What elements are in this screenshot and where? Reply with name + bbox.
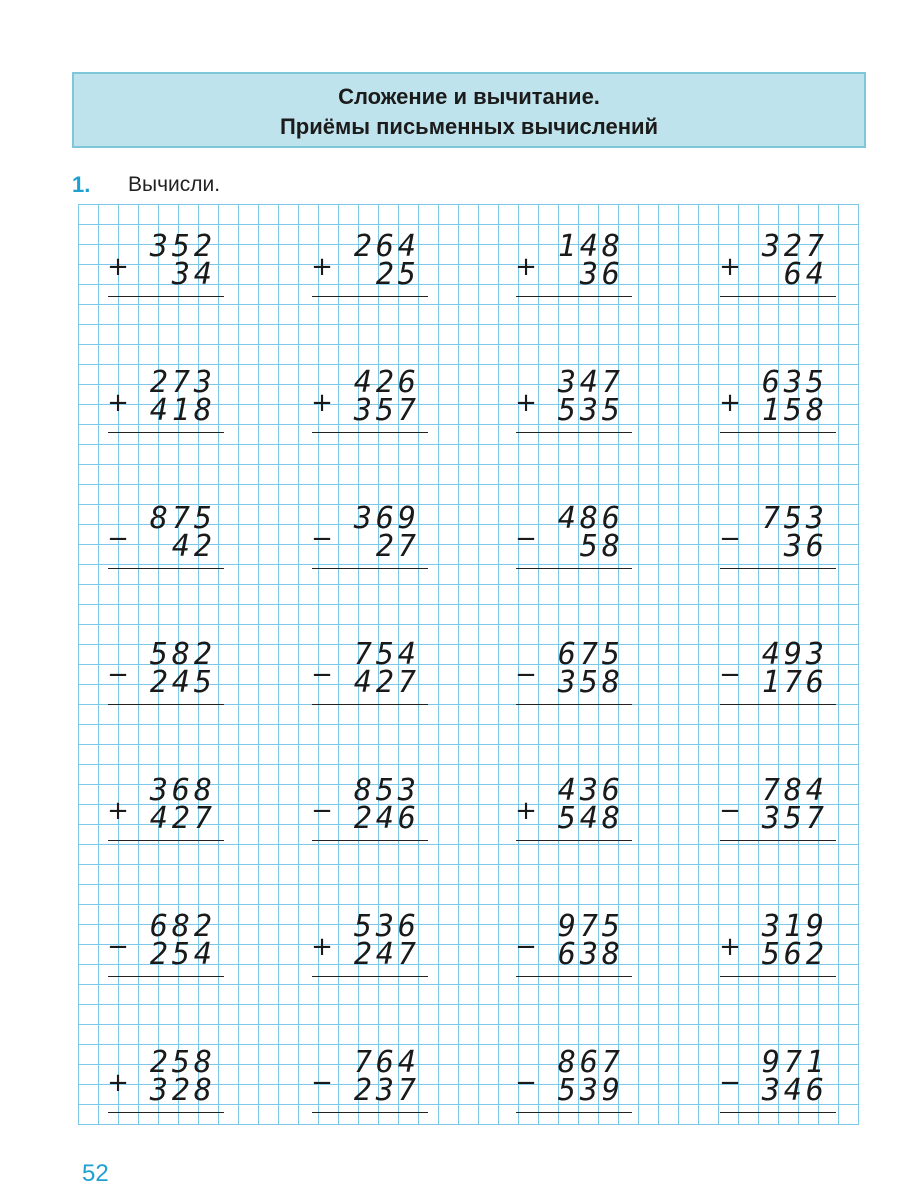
answer-rule [516, 1112, 632, 1113]
first-operand: 753 [761, 501, 828, 536]
operation-sign: − [311, 524, 333, 554]
column-arithmetic-problem [718, 362, 838, 442]
section-title-line1: Сложение и вычитание. [338, 84, 600, 109]
first-operand: 764 [353, 1045, 420, 1080]
second-operand: 357 [353, 393, 420, 428]
operation-sign: − [515, 660, 537, 690]
operation-sign: − [107, 660, 129, 690]
second-operand: 535 [557, 393, 624, 428]
column-arithmetic-problem [310, 498, 430, 578]
graph-paper-grid [78, 204, 859, 1125]
answer-rule [720, 296, 836, 297]
second-operand: 245 [149, 665, 216, 700]
second-operand: 58 [579, 529, 624, 564]
first-operand: 368 [149, 773, 216, 808]
column-arithmetic-problem [106, 362, 226, 442]
first-operand: 971 [761, 1045, 828, 1080]
column-arithmetic-problem [310, 362, 430, 442]
column-arithmetic-problem [106, 770, 226, 850]
operation-sign: + [515, 252, 537, 282]
second-operand: 247 [353, 937, 420, 972]
column-arithmetic-problem [514, 498, 634, 578]
second-operand: 27 [375, 529, 420, 564]
answer-rule [312, 568, 428, 569]
column-arithmetic-problem [310, 1042, 430, 1122]
operation-sign: + [515, 796, 537, 826]
second-operand: 548 [557, 801, 624, 836]
first-operand: 148 [557, 229, 624, 264]
operation-sign: − [311, 796, 333, 826]
second-operand: 418 [149, 393, 216, 428]
operation-sign: − [719, 524, 741, 554]
second-operand: 36 [579, 257, 624, 292]
second-operand: 64 [783, 257, 828, 292]
answer-rule [720, 976, 836, 977]
first-operand: 635 [761, 365, 828, 400]
column-arithmetic-problem [106, 1042, 226, 1122]
answer-rule [720, 432, 836, 433]
column-arithmetic-problem [718, 634, 838, 714]
answer-rule [312, 840, 428, 841]
answer-rule [312, 1112, 428, 1113]
operation-sign: − [107, 932, 129, 962]
operation-sign: + [311, 252, 333, 282]
column-arithmetic-problem [514, 634, 634, 714]
first-operand: 347 [557, 365, 624, 400]
first-operand: 327 [761, 229, 828, 264]
column-arithmetic-problem [106, 634, 226, 714]
operation-sign: + [311, 388, 333, 418]
column-arithmetic-problem [310, 634, 430, 714]
column-arithmetic-problem [718, 1042, 838, 1122]
first-operand: 264 [353, 229, 420, 264]
operation-sign: − [515, 932, 537, 962]
second-operand: 237 [353, 1073, 420, 1108]
column-arithmetic-problem [310, 226, 430, 306]
first-operand: 352 [149, 229, 216, 264]
second-operand: 36 [783, 529, 828, 564]
answer-rule [516, 568, 632, 569]
column-arithmetic-problem [718, 498, 838, 578]
operation-sign: + [719, 388, 741, 418]
second-operand: 34 [171, 257, 216, 292]
operation-sign: − [719, 660, 741, 690]
first-operand: 582 [149, 637, 216, 672]
section-title-box [72, 72, 866, 148]
answer-rule [108, 840, 224, 841]
column-arithmetic-problem [514, 1042, 634, 1122]
first-operand: 486 [557, 501, 624, 536]
column-arithmetic-problem [514, 362, 634, 442]
first-operand: 784 [761, 773, 828, 808]
column-arithmetic-problem [718, 906, 838, 986]
second-operand: 158 [761, 393, 828, 428]
answer-rule [108, 704, 224, 705]
column-arithmetic-problem [310, 770, 430, 850]
answer-rule [720, 1112, 836, 1113]
first-operand: 754 [353, 637, 420, 672]
first-operand: 853 [353, 773, 420, 808]
answer-rule [108, 432, 224, 433]
column-arithmetic-problem [106, 906, 226, 986]
column-arithmetic-problem [310, 906, 430, 986]
second-operand: 254 [149, 937, 216, 972]
operation-sign: + [515, 388, 537, 418]
answer-rule [108, 296, 224, 297]
answer-rule [720, 840, 836, 841]
answer-rule [720, 568, 836, 569]
first-operand: 975 [557, 909, 624, 944]
operation-sign: + [107, 1068, 129, 1098]
answer-rule [312, 432, 428, 433]
answer-rule [516, 840, 632, 841]
first-operand: 875 [149, 501, 216, 536]
second-operand: 562 [761, 937, 828, 972]
answer-rule [312, 976, 428, 977]
column-arithmetic-problem [106, 498, 226, 578]
second-operand: 246 [353, 801, 420, 836]
first-operand: 493 [761, 637, 828, 672]
operation-sign: + [719, 252, 741, 282]
answer-rule [516, 432, 632, 433]
first-operand: 436 [557, 773, 624, 808]
column-arithmetic-problem [514, 226, 634, 306]
answer-rule [108, 1112, 224, 1113]
first-operand: 258 [149, 1045, 216, 1080]
operation-sign: − [719, 796, 741, 826]
answer-rule [312, 296, 428, 297]
first-operand: 273 [149, 365, 216, 400]
column-arithmetic-problem [514, 906, 634, 986]
page-number: 52 [82, 1160, 109, 1187]
column-arithmetic-problem [106, 226, 226, 306]
answer-rule [108, 976, 224, 977]
second-operand: 358 [557, 665, 624, 700]
answer-rule [516, 296, 632, 297]
second-operand: 357 [761, 801, 828, 836]
operation-sign: − [107, 524, 129, 554]
task-number: 1. [72, 172, 91, 197]
operation-sign: + [107, 796, 129, 826]
first-operand: 682 [149, 909, 216, 944]
second-operand: 539 [557, 1073, 624, 1108]
answer-rule [720, 704, 836, 705]
operation-sign: + [107, 252, 129, 282]
second-operand: 638 [557, 937, 624, 972]
operation-sign: + [311, 932, 333, 962]
column-arithmetic-problem [514, 770, 634, 850]
answer-rule [312, 704, 428, 705]
first-operand: 426 [353, 365, 420, 400]
column-arithmetic-problem [718, 770, 838, 850]
operation-sign: − [719, 1068, 741, 1098]
second-operand: 25 [375, 257, 420, 292]
second-operand: 427 [149, 801, 216, 836]
task-instruction: Вычисли. [128, 173, 221, 196]
operation-sign: − [515, 524, 537, 554]
second-operand: 427 [353, 665, 420, 700]
operation-sign: − [311, 1068, 333, 1098]
first-operand: 319 [761, 909, 828, 944]
operation-sign: + [107, 388, 129, 418]
second-operand: 346 [761, 1073, 828, 1108]
section-title-line2: Приёмы письменных вычислений [279, 114, 659, 139]
first-operand: 536 [353, 909, 420, 944]
column-arithmetic-problem [718, 226, 838, 306]
second-operand: 328 [149, 1073, 216, 1108]
first-operand: 867 [557, 1045, 624, 1080]
operation-sign: + [719, 932, 741, 962]
answer-rule [108, 568, 224, 569]
second-operand: 42 [171, 529, 216, 564]
operation-sign: − [311, 660, 333, 690]
second-operand: 176 [761, 665, 828, 700]
first-operand: 369 [353, 501, 420, 536]
operation-sign: − [515, 1068, 537, 1098]
answer-rule [516, 704, 632, 705]
first-operand: 675 [557, 637, 624, 672]
answer-rule [516, 976, 632, 977]
